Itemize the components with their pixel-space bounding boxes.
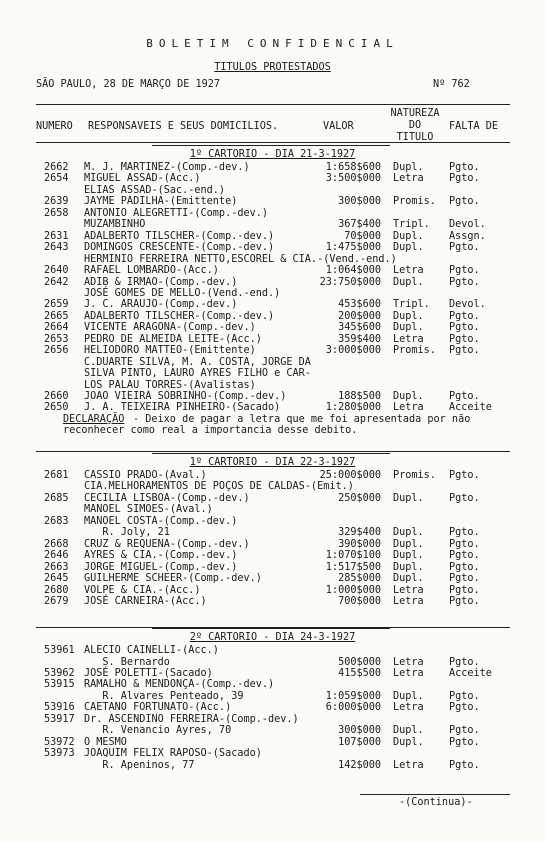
row-reason: Pgto. <box>449 265 480 277</box>
row-responsible: VICENTE ARAGONA-(Comp.-dev.) <box>84 322 256 334</box>
row-number: 2679 <box>44 596 69 607</box>
row-number: 53915 <box>44 679 75 691</box>
row-responsible: SILVA PINTO, LAURO AYRES FILHO e CAR- <box>84 368 311 380</box>
row-number: 53972 <box>44 736 75 748</box>
row-responsible: GUILHERME SCHEER-(Comp.-dev.) <box>84 573 262 584</box>
row-number: 2664 <box>44 322 69 334</box>
row-title-type: Letra <box>393 759 424 771</box>
row-value: 500$000 <box>338 656 381 668</box>
row-title-type: Letra <box>393 265 424 277</box>
row-responsible: MANOEL COSTA-(Comp.-dev.) <box>84 515 238 527</box>
col-valor: VALOR <box>323 121 354 132</box>
row-responsible: S. Bernardo <box>84 656 170 668</box>
row-reason: Acceite <box>449 667 492 679</box>
row-value: 3:500$000 <box>325 173 381 185</box>
row-title-type: Dupl. <box>393 492 424 504</box>
row-value: 390$000 <box>338 538 381 550</box>
row-value: 1:059$000 <box>325 690 381 702</box>
row-value: 700$000 <box>338 596 381 607</box>
row-title-type: Dupl. <box>393 736 424 748</box>
row-number: 53916 <box>44 702 75 714</box>
row-title-type: Promis. <box>393 470 436 481</box>
row-number: 2681 <box>44 470 69 481</box>
section-top-rule <box>152 628 390 629</box>
row-value: 300$000 <box>338 725 381 737</box>
row-title-type: Dupl. <box>393 561 424 573</box>
row-number: 2642 <box>44 276 69 288</box>
section-title-text: 2º CARTORIO - DIA 24-3-1927 <box>189 632 356 643</box>
row-number: 53962 <box>44 667 75 679</box>
row-reason: Pgto. <box>449 345 480 357</box>
section-title <box>0 632 545 644</box>
row-responsible: JAYME PADILHA-(Emittente) <box>84 196 238 208</box>
row-title-type: Letra <box>393 402 424 414</box>
row-value: 25:000$000 <box>319 470 381 481</box>
row-title-type: Letra <box>393 656 424 668</box>
declaration-text: - Deixo de pagar a letra que me foi apresentada por não <box>133 413 471 425</box>
row-value: 285$000 <box>338 573 381 584</box>
row-number: 2650 <box>44 402 69 414</box>
header-bottom-rule <box>36 142 510 143</box>
row-value: 200$000 <box>338 310 381 322</box>
row-number: 2631 <box>44 230 69 242</box>
row-responsible: ADALBERTO TILSCHER-(Comp.-dev.) <box>84 230 275 242</box>
row-number: 2646 <box>44 550 69 562</box>
row-title-type: Dupl. <box>393 538 424 550</box>
row-reason: Pgto. <box>449 173 480 185</box>
section-title-text: 1º CARTORIO - DIA 21-3-1927 <box>189 149 356 160</box>
row-reason: Pgto. <box>449 656 480 668</box>
row-number: 2662 <box>44 162 69 173</box>
row-title-type: Letra <box>393 333 424 345</box>
row-number: 2683 <box>44 515 69 527</box>
row-reason: Pgto. <box>449 584 480 596</box>
row-reason: Pgto. <box>449 736 480 748</box>
row-responsible: RAMALHO & MENDONÇA-(Comp.-dev.) <box>84 679 275 691</box>
row-title-type: Dupl. <box>393 322 424 334</box>
section-divider <box>36 451 510 452</box>
row-number: 2663 <box>44 561 69 573</box>
row-title-type: Dupl. <box>393 573 424 584</box>
row-title-type: Dupl. <box>393 725 424 737</box>
row-title-type: Tripl. <box>393 299 430 311</box>
row-number: 53973 <box>44 748 75 759</box>
row-title-type: Tripl. <box>393 219 430 231</box>
row-responsible: Dr. ASCENDINO FERREIRA-(Comp.-dev.) <box>84 713 299 725</box>
row-responsible: MUZAMBINHO <box>84 219 146 231</box>
row-responsible: J. C. ARAUJO-(Comp.-dev.) <box>84 299 238 311</box>
row-title-type: Dupl. <box>393 690 424 702</box>
row-reason: Pgto. <box>449 702 480 714</box>
row-reason: Pgto. <box>449 162 480 173</box>
row-title-type: Dupl. <box>393 310 424 322</box>
row-responsible: HERMINIO FERREIRA NETTO,ESCOREL & CIA.-(Vend.-end.) <box>84 253 397 265</box>
row-value: 1:475$000 <box>325 242 381 254</box>
row-number: 2645 <box>44 573 69 584</box>
row-responsible: ALECIO CAINELLI-(Acc.) <box>84 645 219 656</box>
row-value: 1:064$000 <box>325 265 381 277</box>
col-responsaveis: RESPONSAVEIS E SEUS DOMICILIOS. <box>88 121 279 132</box>
row-number: 2680 <box>44 584 69 596</box>
row-responsible: CRUZ & REQUENA-(Comp.-dev.) <box>84 538 250 550</box>
row-reason: Pgto. <box>449 492 480 504</box>
row-reason: Acceite <box>449 402 492 414</box>
row-responsible: C.DUARTE SILVA, M. A. COSTA, JORGE DA <box>84 356 311 368</box>
row-value: 367$400 <box>338 219 381 231</box>
row-responsible: J. A. TEIXEIRA PINHEIRO-(Sacado) <box>84 402 281 414</box>
row-value: 1:517$500 <box>325 561 381 573</box>
row-responsible: ANTONIO ALEGRETTI-(Comp.-dev.) <box>84 207 269 219</box>
declaration-text-2: reconhecer como real a importancia desse debito. <box>63 425 358 437</box>
row-responsible: O MESMO <box>84 736 127 748</box>
section-divider <box>36 627 510 628</box>
row-responsible: AYRES & CIA.-(Comp.-dev.) <box>84 550 238 562</box>
row-reason: Devol. <box>449 299 486 311</box>
row-number: 2665 <box>44 310 69 322</box>
row-responsible: JOSÉ GOMES DE MELLO-(Vend.-end.) <box>84 287 281 299</box>
row-number: 2653 <box>44 333 69 345</box>
row-value: 70$000 <box>344 230 381 242</box>
row-value: 1:000$000 <box>325 584 381 596</box>
row-responsible: MIGUEL ASSAD-(Acc.) <box>84 173 201 185</box>
row-title-type: Dupl. <box>393 162 424 173</box>
row-responsible: CAETANO FORTUNATO-(Acc.) <box>84 702 232 714</box>
row-responsible: JOAO VIEIRA SOBRINHO-(Comp.-dev.) <box>84 391 287 402</box>
row-responsible: R. Joly, 21 <box>84 527 170 539</box>
row-responsible: RAFAEL LOMBARDO-(Acc.) <box>84 265 219 277</box>
row-reason: Pgto. <box>449 690 480 702</box>
row-reason: Pgto. <box>449 470 480 481</box>
row-reason: Pgto. <box>449 573 480 584</box>
row-responsible: MANOEL SIMOES-(Aval.) <box>84 504 213 516</box>
row-value: 107$000 <box>338 736 381 748</box>
row-reason: Assgn. <box>449 230 486 242</box>
col-numero: NUMERO <box>36 121 73 132</box>
header-top-rule <box>36 104 510 105</box>
col-falta: FALTA DE <box>449 121 499 132</box>
row-title-type: Dupl. <box>393 276 424 288</box>
row-responsible: CASSIO PRADO-(Aval.) <box>84 470 207 481</box>
row-responsible: DOMINGOS CRESCENTE-(Comp.-dev.) <box>84 242 275 254</box>
col-natureza: NATUREZA DO TITULO <box>390 108 440 143</box>
row-value: 1:280$000 <box>325 402 381 414</box>
row-responsible: VOLPE & CIA.-(Acc.) <box>84 584 201 596</box>
row-responsible: M. J. MARTINEZ-(Comp.-dev.) <box>84 162 250 173</box>
row-number: 2639 <box>44 196 69 208</box>
row-title-type: Promis. <box>393 345 436 357</box>
row-responsible: ADIB & IRMAO-(Comp.-dev.) <box>84 276 238 288</box>
row-number: 2685 <box>44 492 69 504</box>
row-reason: Pgto. <box>449 725 480 737</box>
row-value: 300$000 <box>338 196 381 208</box>
row-responsible: CIA.MELHORAMENTOS DE POÇOS DE CALDAS-(Emit.) <box>84 481 354 493</box>
section-top-rule <box>152 453 390 454</box>
row-title-type: Letra <box>393 173 424 185</box>
document-subtitle: TITULOS PROTESTADOS <box>214 62 331 73</box>
row-reason: Pgto. <box>449 242 480 254</box>
row-number: 2656 <box>44 345 69 357</box>
row-reason: Pgto. <box>449 759 480 771</box>
declaration-label: DECLARAÇÃO <box>63 413 125 425</box>
row-title-type: Dupl. <box>393 230 424 242</box>
row-reason: Pgto. <box>449 310 480 322</box>
row-title-type: Letra <box>393 702 424 714</box>
row-reason: Pgto. <box>449 276 480 288</box>
row-responsible: JOSÉ CARNEIRA-(Acc.) <box>84 596 207 607</box>
row-number: 2640 <box>44 265 69 277</box>
row-number: 2658 <box>44 207 69 219</box>
row-responsible: CECILIA LISBOA-(Comp.-dev.) <box>84 492 250 504</box>
row-value: 3:000$000 <box>325 345 381 357</box>
row-reason: Pgto. <box>449 527 480 539</box>
row-value: 188$500 <box>338 391 381 402</box>
row-title-type: Dupl. <box>393 527 424 539</box>
row-reason: Pgto. <box>449 538 480 550</box>
section-title <box>0 149 545 161</box>
row-responsible: R. Alvares Penteado, 39 <box>84 690 244 702</box>
row-value: 415$500 <box>338 667 381 679</box>
row-responsible: R. Apeninos, 77 <box>84 759 195 771</box>
row-number: 2660 <box>44 391 69 402</box>
section-top-rule <box>152 145 390 146</box>
continua-label: -(Continua)- <box>399 797 473 808</box>
row-reason: Pgto. <box>449 196 480 208</box>
row-responsible: JOAQUIM FELIX RAPOSO-(Sacado) <box>84 748 262 759</box>
row-value: 1:658$600 <box>325 162 381 173</box>
row-title-type: Dupl. <box>393 391 424 402</box>
row-responsible: R. Venancio Ayres, 70 <box>84 725 232 737</box>
row-reason: Pgto. <box>449 391 480 402</box>
row-number: 53961 <box>44 645 75 656</box>
row-title-type: Promis. <box>393 196 436 208</box>
row-reason: Pgto. <box>449 596 480 607</box>
footer-rule <box>360 794 510 795</box>
row-number: 2643 <box>44 242 69 254</box>
row-reason: Pgto. <box>449 322 480 334</box>
row-responsible: ELIAS ASSAD-(Sac.-end.) <box>84 184 226 196</box>
row-value: 142$000 <box>338 759 381 771</box>
row-reason: Pgto. <box>449 333 480 345</box>
row-reason: Pgto. <box>449 561 480 573</box>
row-value: 250$000 <box>338 492 381 504</box>
row-responsible: LOS PALAU TORRES-(Avalistas) <box>84 379 256 391</box>
row-responsible: JOSÉ POLETTI-(Sacado) <box>84 667 213 679</box>
bulletin-number: Nº 762 <box>433 79 470 90</box>
row-number: 2654 <box>44 173 69 185</box>
row-value: 359$400 <box>338 333 381 345</box>
row-number: 2659 <box>44 299 69 311</box>
row-responsible: HELIODORO MATTEO-(Emittente) <box>84 345 256 357</box>
row-number: 2668 <box>44 538 69 550</box>
row-responsible: ADALBERTO TILSCHER-(Comp.-dev.) <box>84 310 275 322</box>
row-value: 1:070$100 <box>325 550 381 562</box>
row-title-type: Letra <box>393 667 424 679</box>
row-reason: Devol. <box>449 219 486 231</box>
section-title-text: 1º CARTORIO - DIA 22-3-1927 <box>189 457 356 468</box>
row-value: 453$600 <box>338 299 381 311</box>
row-value: 23:750$000 <box>319 276 381 288</box>
section-title <box>0 457 545 469</box>
row-responsible: JORGE MIGUEL-(Comp.-dev.) <box>84 561 238 573</box>
document-title: BOLETIM CONFIDENCIAL <box>146 37 399 50</box>
row-number: 53917 <box>44 713 75 725</box>
row-reason: Pgto. <box>449 550 480 562</box>
place-date: SÃO PAULO, 28 DE MARÇO DE 1927 <box>36 79 221 90</box>
row-value: 329$400 <box>338 527 381 539</box>
row-value: 6:000$000 <box>325 702 381 714</box>
row-value: 345$600 <box>338 322 381 334</box>
row-title-type: Letra <box>393 584 424 596</box>
row-title-type: Letra <box>393 596 424 607</box>
row-title-type: Dupl. <box>393 242 424 254</box>
row-title-type: Dupl. <box>393 550 424 562</box>
row-responsible: PEDRO DE ALMEIDA LEITE-(Acc.) <box>84 333 262 345</box>
